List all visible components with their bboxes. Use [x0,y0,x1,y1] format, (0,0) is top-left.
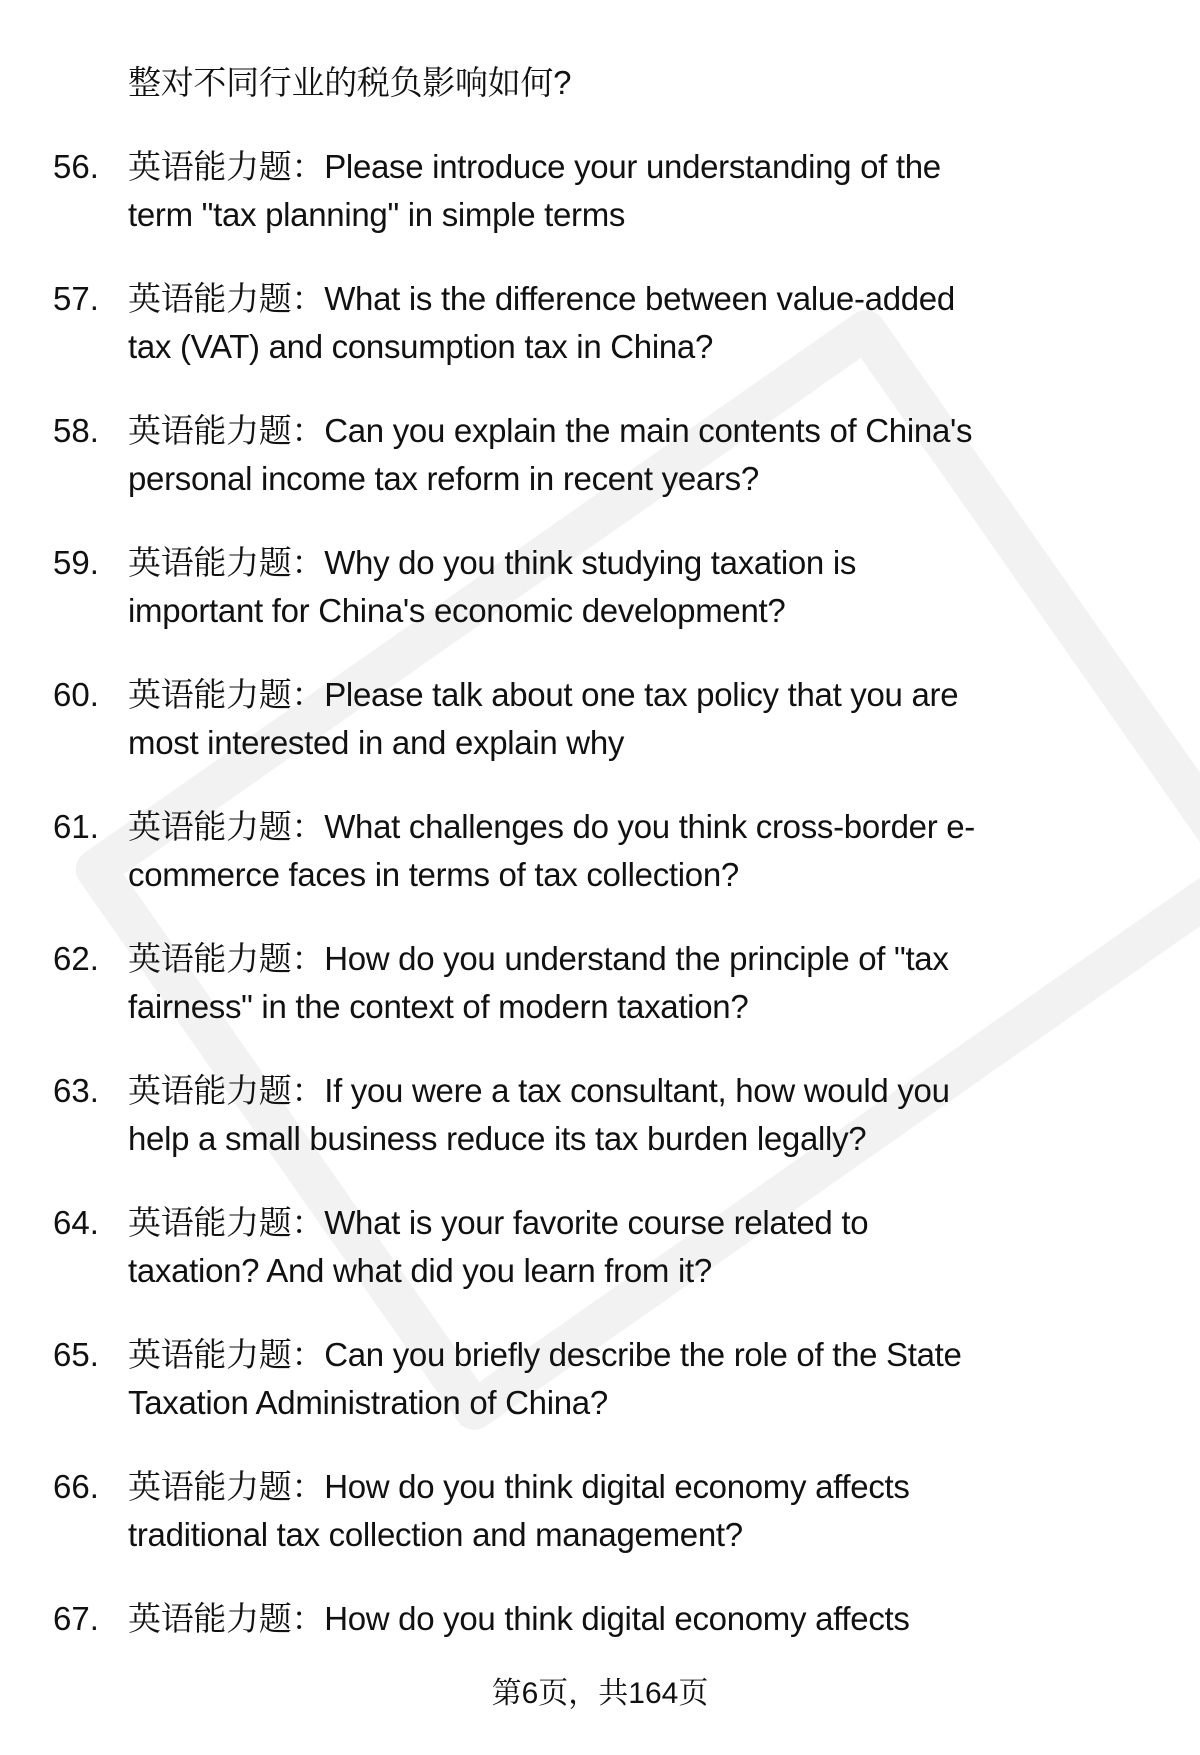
question-text-line: Taxation Administration of China? [128,1384,608,1421]
question-text-line: term "tax planning" in simple terms [128,196,626,233]
question-number: 66. [53,1468,99,1505]
question-item [0,407,1200,503]
question-text-line: personal income tax reform in recent years? [128,460,759,497]
question-text-line: 英语能力题：Can you explain the main contents of China's [128,412,973,449]
question-number: 58. [53,412,99,449]
question-item [0,143,1200,239]
question-text-line: 英语能力题：Why do you think studying taxation is [128,544,857,581]
question-item [0,539,1200,635]
question-number: 57. [53,280,99,317]
question-text-line: 英语能力题：How do you understand the principle of "tax [128,940,949,977]
question-text-line: 英语能力题：What is the difference between value-added [128,280,955,317]
question-text-line: tax (VAT) and consumption tax in China? [128,328,714,365]
continuation-text: 整对不同行业的税负影响如何? [128,64,572,101]
question-text-line: commerce faces in terms of tax collection? [128,856,739,893]
question-text-line: help a small business reduce its tax burden legally? [128,1120,867,1157]
question-text-line: 英语能力题：How do you think digital economy affects [128,1468,910,1505]
question-number: 61. [53,808,99,845]
question-number: 64. [53,1204,99,1241]
question-item [0,1331,1200,1427]
question-text-line: fairness" in the context of modern taxation? [128,988,749,1025]
question-text-line: 英语能力题：If you were a tax consultant, how would you [128,1072,950,1109]
question-text-line: 英语能力题：What challenges do you think cross-border e- [128,808,975,845]
page-footer: 第6页，共164页 [491,1677,709,1710]
question-item [0,671,1200,767]
question-text-line: 英语能力题：Please talk about one tax policy that you are [128,676,959,713]
question-number: 63. [53,1072,99,1109]
question-text-line: important for China's economic development? [128,592,786,629]
question-text-line: 英语能力题：What is your favorite course related to [128,1204,869,1241]
question-item [0,1199,1200,1295]
question-item [0,1595,1200,1643]
question-text-line: 英语能力题：How do you think digital economy affects [128,1600,910,1637]
question-text-line: 英语能力题：Can you briefly describe the role of the State [128,1336,962,1373]
question-item [0,1463,1200,1559]
question-list [0,143,1200,1643]
question-item [0,803,1200,899]
question-text-line: most interested in and explain why [128,724,625,761]
question-number: 67. [53,1600,99,1637]
question-number: 62. [53,940,99,977]
question-number: 65. [53,1336,99,1373]
question-text-line: 英语能力题：Please introduce your understanding of the [128,148,941,185]
document-page [0,59,1200,1643]
question-item [0,1067,1200,1163]
question-text-line: taxation? And what did you learn from it? [128,1252,712,1289]
question-item [0,935,1200,1031]
question-number: 56. [53,148,99,185]
question-text-line: traditional tax collection and management? [128,1516,743,1553]
question-number: 59. [53,544,99,581]
question-number: 60. [53,676,99,713]
question-item [0,275,1200,371]
